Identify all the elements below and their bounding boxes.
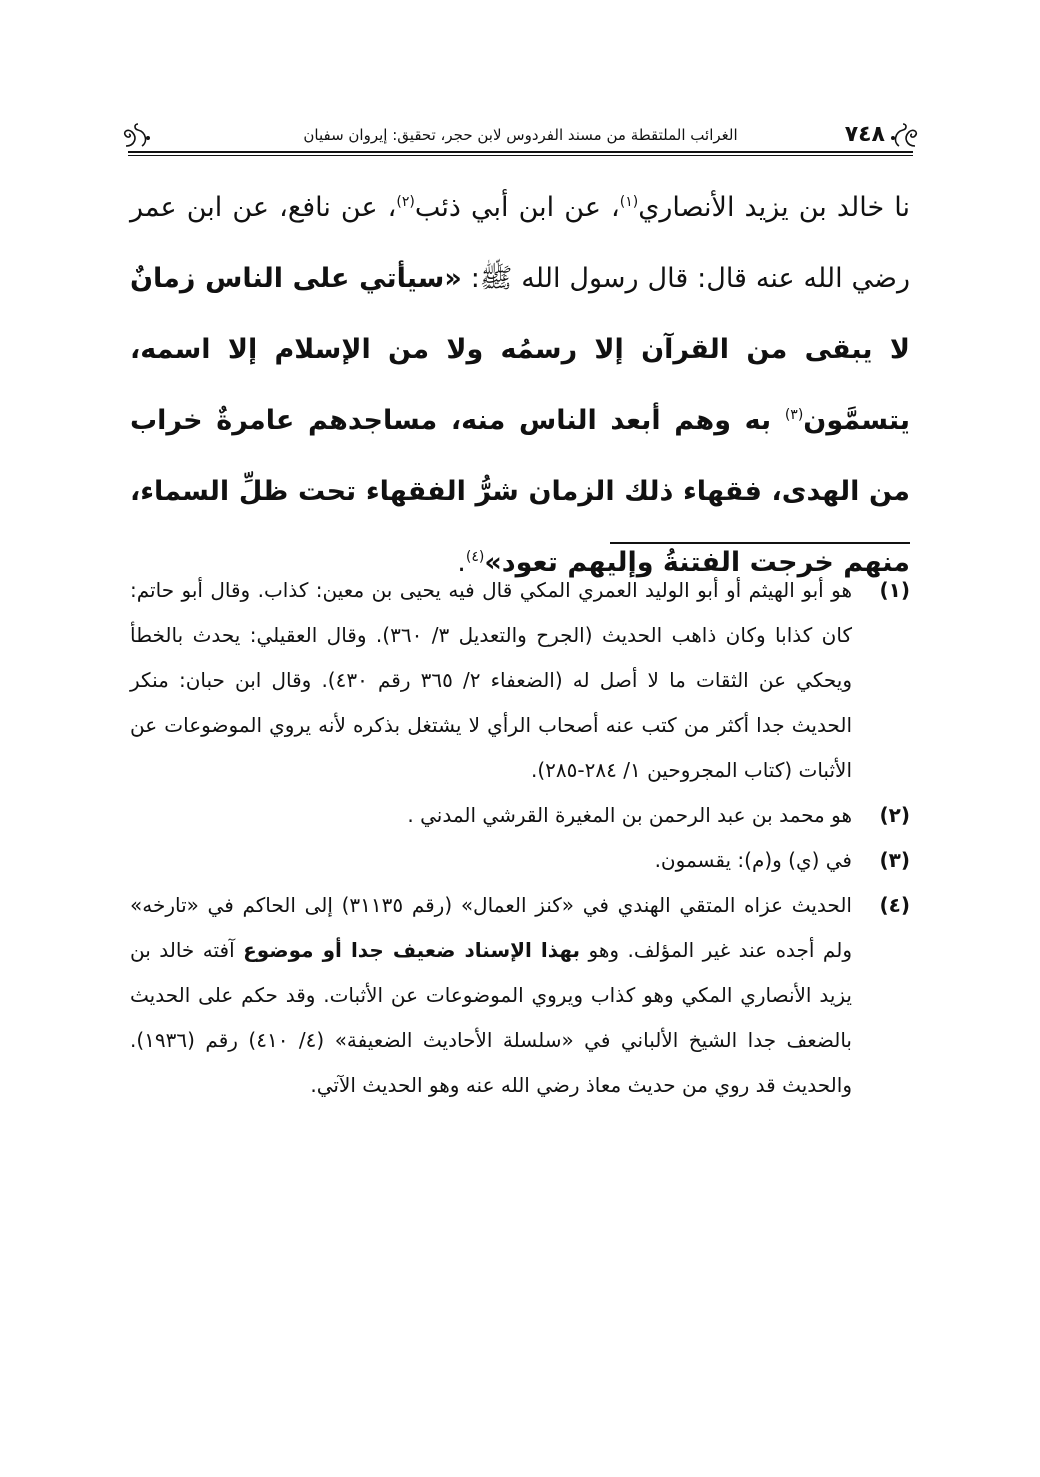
footnote-ref[interactable]: (٢) bbox=[396, 194, 415, 210]
header-rule bbox=[128, 155, 913, 156]
text-segment: ، عن نافع، عن ابن عمر رضي الله عنه قال: قال رسول الله ﷺ: bbox=[130, 192, 911, 294]
footnote-3 bbox=[130, 838, 910, 883]
page-number: ٧٤٨ bbox=[844, 122, 885, 147]
footnote-text: هو أبو الهيثم أو أبو الوليد العمري المكي قال فيه يحيى بن معين: كذاب. وقال أبو حاتم: كان كذابا وكان ذاهب الحديث (الجرح والتعديل ٣/ ٣٦٠). وقال العقيلي: يحدث بالخطأ ويحكي عن الثقات ما لا أصل له (الضعفاء ٢/ ٣٦٥ رقم ٤٣٠). وقال ابن حبان: منكر الحديث جدا أكثر من كتب عنه أصحاب الرأي لا يشتغل بذكره لأنه يروي الموضوعات عن الأثبات (كتاب المجروحين ١/ ٢٨٤-٢٨٥). bbox=[130, 578, 852, 782]
footnote-4 bbox=[130, 883, 910, 1108]
footnote-text: هو محمد بن عبد الرحمن بن المغيرة القرشي المدني . bbox=[407, 803, 852, 827]
ornament-icon bbox=[120, 120, 156, 150]
footnote-number: (٤) bbox=[879, 893, 910, 917]
main-text bbox=[130, 172, 910, 598]
footnote-1 bbox=[130, 568, 910, 793]
footnote-number: (٢) bbox=[879, 803, 910, 827]
running-header bbox=[128, 118, 913, 160]
footnote-text: في (ي) و(م): يقسمون. bbox=[654, 848, 852, 872]
header-rule bbox=[128, 151, 913, 153]
text-segment: نا خالد بن يزيد الأنصاري bbox=[638, 192, 911, 223]
footnote-number: (١) bbox=[879, 578, 910, 602]
footnote-separator bbox=[610, 542, 910, 544]
footnote-text-part: الحديث عزاه المتقي الهندي في «كنز العمال» (رقم ٣١١٣٥) إلى الحاكم في «تارخه» ولم أجده عند غير المؤلف. وهو bbox=[130, 893, 852, 962]
footnote-ref[interactable]: (٣) bbox=[784, 407, 804, 423]
footnote-number: (٣) bbox=[879, 848, 910, 872]
footnote-text-part: آفته خالد بن يزيد الأنصاري المكي وهو كذاب ويروي الموضوعات عن الأثبات. وقد حكم على الحديث بالضعف جدا الشيخ الألباني في «سلسلة الأحاديث الضعيفة» (٤/ ٤١٠) رقم (١٩٣٦). والحديث قد روي من حديث معاذ رضي الله عنه وهو الحديث الآتي. bbox=[130, 938, 852, 1097]
footnote-text bbox=[130, 883, 852, 1108]
text-segment: . bbox=[457, 547, 466, 578]
footnote-ref[interactable]: (٤) bbox=[465, 549, 485, 565]
footnote-verdict: بهذا الإسناد ضعيف جدا أو موضوع bbox=[243, 938, 581, 962]
running-title: الغرائب الملتقطة من مسند الفردوس لابن حجر، تحقيق: إيروان سفيان bbox=[303, 126, 738, 144]
footnotes bbox=[130, 568, 910, 1108]
hadith-text: «سيأتي على الناس زمانٌ لا يبقى من القرآن إلا رسمُه ولا من الإسلام إلا اسمه، يتسمَّون bbox=[130, 263, 910, 436]
hadith-text: به وهم أبعد الناس منه، مساجدهم عامرةٌ خراب من الهدى، فقهاء ذلك الزمان شرُّ الفقهاء تحت ظلِّ السماء، منهم خرجت الفتنةُ وإليهم تعود» bbox=[130, 405, 910, 578]
text-segment: ، عن ابن أبي ذئب bbox=[414, 192, 620, 223]
footnote-2 bbox=[130, 793, 910, 838]
footnote-ref[interactable]: (١) bbox=[619, 194, 639, 210]
